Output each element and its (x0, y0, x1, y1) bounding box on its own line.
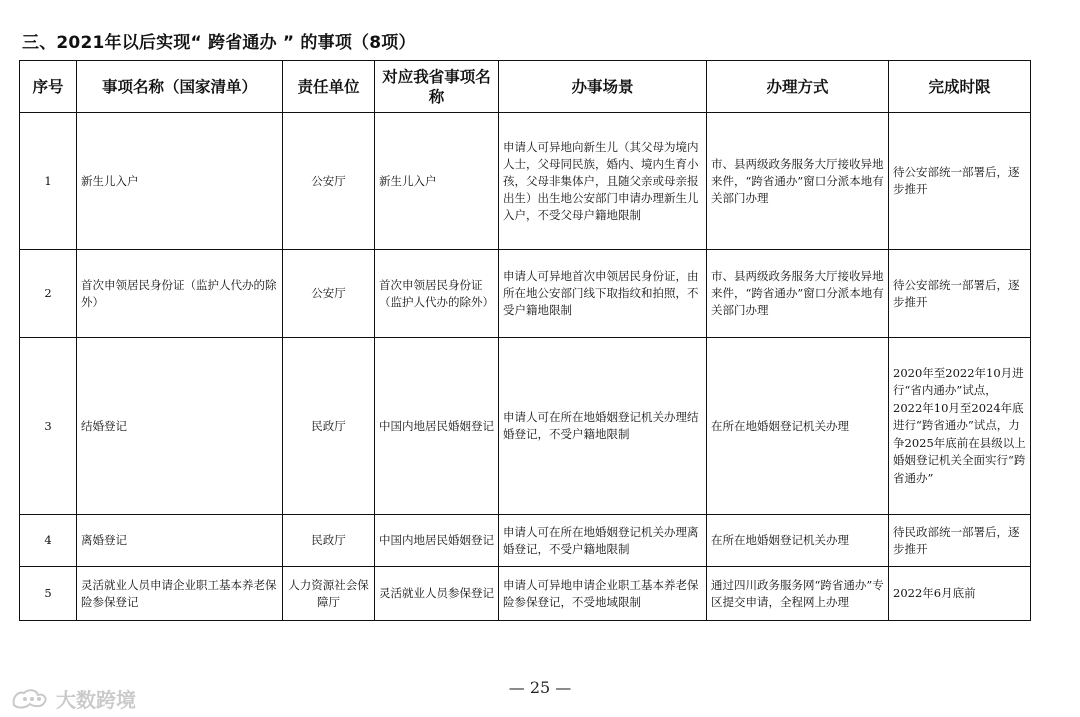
header-deadline: 完成时限 (889, 61, 1031, 113)
cell-no: 3 (20, 338, 77, 515)
table-row (20, 338, 1031, 515)
header-scenario: 办事场景 (499, 61, 707, 113)
brand-logo-icon (10, 687, 50, 711)
header-local-name: 对应我省事项名称 (375, 61, 499, 113)
cell-method: 市、县两级政务服务大厅接收异地来件，“跨省通办”窗口分派本地有关部门办理 (707, 113, 889, 250)
cell-scenario: 申请人可异地首次申领居民身份证，由所在地公安部门线下取指纹和拍照，不受户籍地限制 (499, 250, 707, 338)
cell-no: 1 (20, 113, 77, 250)
cell-no: 2 (20, 250, 77, 338)
cell-unit: 公安厅 (283, 250, 375, 338)
cell-method: 通过四川政务服务网“跨省通办”专区提交申请，全程网上办理 (707, 567, 889, 621)
cell-method: 市、县两级政务服务大厅接收异地来件，“跨省通办”窗口分派本地有关部门办理 (707, 250, 889, 338)
cell-local-name: 中国内地居民婚姻登记 (375, 338, 499, 515)
page-number: — 25 — (508, 678, 572, 697)
table-row (20, 250, 1031, 338)
cell-deadline: 2022年6月底前 (889, 567, 1031, 621)
cell-method: 在所在地婚姻登记机关办理 (707, 515, 889, 567)
cell-scenario: 申请人可在所在地婚姻登记机关办理离婚登记，不受户籍地限制 (499, 515, 707, 567)
table-row (20, 515, 1031, 567)
cell-local-name: 首次申领居民身份证（监护人代办的除外） (375, 250, 499, 338)
cell-local-name: 中国内地居民婚姻登记 (375, 515, 499, 567)
cell-name: 首次申领居民身份证（监护人代办的除外） (77, 250, 283, 338)
cell-no: 4 (20, 515, 77, 567)
cell-unit: 民政厅 (283, 338, 375, 515)
header-no: 序号 (20, 61, 77, 113)
cell-unit: 人力资源社会保障厅 (283, 567, 375, 621)
cell-name: 新生儿入户 (77, 113, 283, 250)
table-row (20, 113, 1031, 250)
cell-deadline: 待公安部统一部署后，逐步推开 (889, 250, 1031, 338)
cell-scenario: 申请人可在所在地婚姻登记机关办理结婚登记，不受户籍地限制 (499, 338, 707, 515)
cell-name: 离婚登记 (77, 515, 283, 567)
header-unit: 责任单位 (283, 61, 375, 113)
cell-no: 5 (20, 567, 77, 621)
table-header-row (20, 61, 1031, 113)
table-row (20, 567, 1031, 621)
cell-unit: 民政厅 (283, 515, 375, 567)
cell-deadline: 待民政部统一部署后，逐步推开 (889, 515, 1031, 567)
cell-local-name: 灵活就业人员参保登记 (375, 567, 499, 621)
cell-deadline: 待公安部统一部署后，逐步推开 (889, 113, 1031, 250)
cell-method: 在所在地婚姻登记机关办理 (707, 338, 889, 515)
section-title: 三、2021年以后实现“ 跨省通办 ” 的事项（8项） (22, 33, 416, 53)
cell-local-name: 新生儿入户 (375, 113, 499, 250)
cell-name: 灵活就业人员申请企业职工基本养老保险参保登记 (77, 567, 283, 621)
header-method: 办理方式 (707, 61, 889, 113)
cell-deadline: 2020年至2022年10月进行“省内通办”试点，2022年10月至2024年底进行“跨省通办”试点，力争2025年底前在县级以上婚姻登记机关全面实行“跨省通办” (889, 338, 1031, 515)
items-table (19, 60, 1031, 621)
header-name: 事项名称（国家清单） (77, 61, 283, 113)
cell-scenario: 申请人可异地向新生儿（其父母为境内人士，父母同民族，婚内、境内生育小孩，父母非集体户，且随父亲或母亲报出生）出生地公安部门申请办理新生儿入户，不受父母户籍地限制 (499, 113, 707, 250)
watermark-text: 大数跨境 (56, 688, 136, 712)
cell-scenario: 申请人可异地申请企业职工基本养老保险参保登记，不受地域限制 (499, 567, 707, 621)
watermark (10, 684, 136, 713)
cell-unit: 公安厅 (283, 113, 375, 250)
cell-name: 结婚登记 (77, 338, 283, 515)
